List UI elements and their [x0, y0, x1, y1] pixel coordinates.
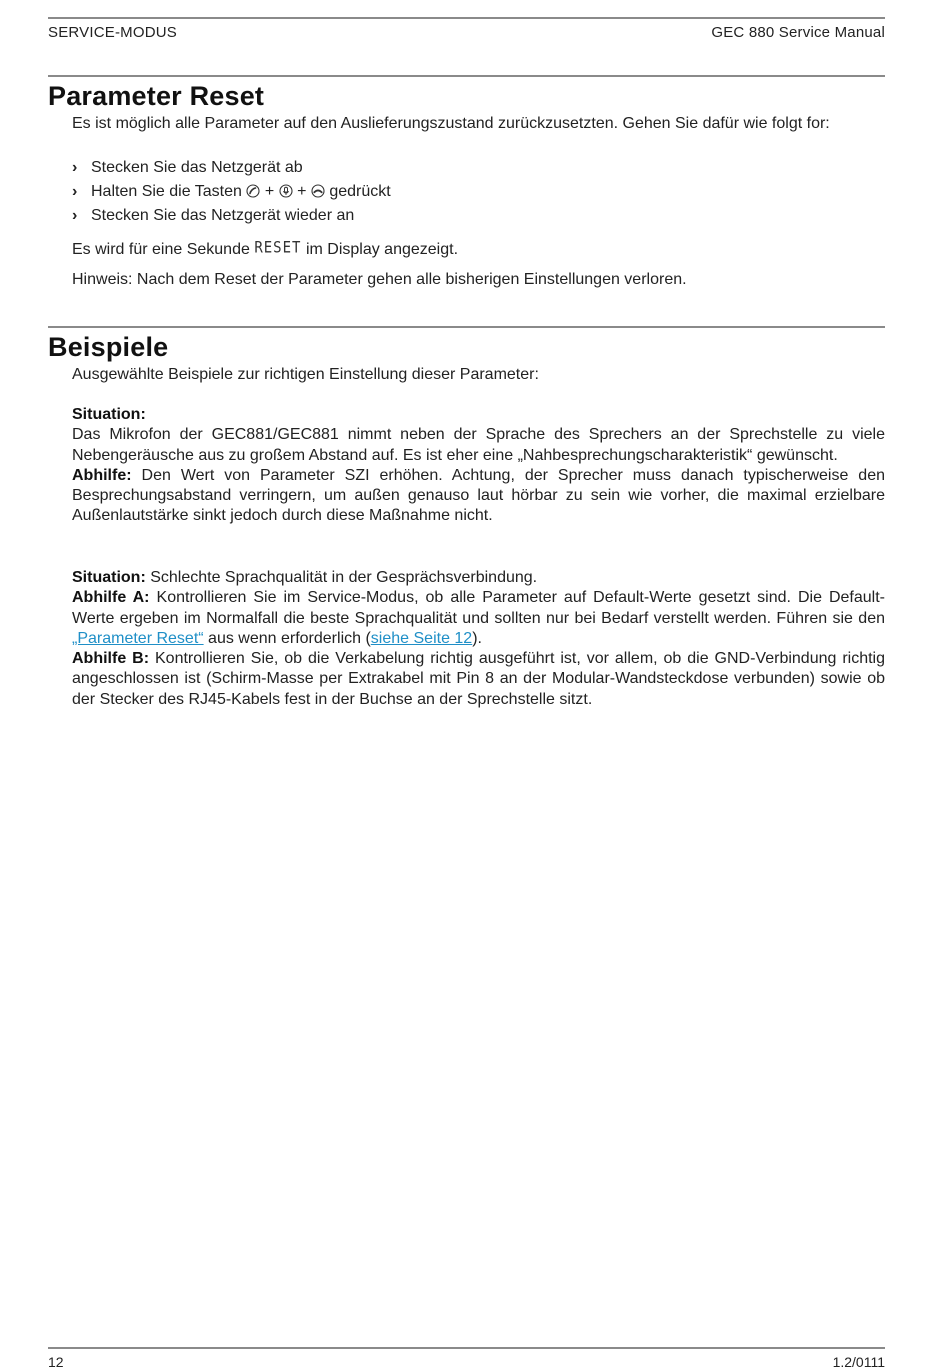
remedy-text: Den Wert von Parameter SZI erhöhen. Achtung, der Sprecher muss danach typischerweise den Besprechungsabstand verringern, um außen genauso laut hörbar zu sein wie vorher, die maximal erzielbare Außenlautstärke sinkt jedoch durch diese Maßnahme nicht. [72, 466, 886, 525]
header-manual-title: GEC 880 Service Manual [711, 24, 885, 41]
plus-sign: + [297, 183, 307, 200]
example-1 [72, 405, 885, 527]
page-footer [48, 1354, 885, 1370]
situation-label: Situation: [72, 569, 146, 586]
bottom-rule [48, 1347, 885, 1349]
remedy-b-text: Kontrollieren Sie, ob die Verkabelung richtig ausgeführt ist, vor allem, ob die GND-Verbindung richtig angeschlossen ist (Schirm-Masse per Extrakabel mit Pin 8 an der Modular-Wandsteckdose verbunden) sowie ob der Stecker des RJ45-Kabels fest in der Buchse an der Sprechstelle sitzt. [72, 650, 886, 708]
situation-text: Schlechte Sprachqualität in der Gesprächsverbindung. [150, 569, 538, 586]
list-item [72, 206, 354, 226]
section-rule [48, 326, 885, 328]
reset-intro: Es ist möglich alle Parameter auf den Auslieferungszustand zurückzusetzten. Gehen Sie dafür wie folgt for: [72, 115, 830, 132]
chevron-right-icon: › [72, 207, 78, 224]
bullet-text: Stecken Sie das Netzgerät wieder an [91, 207, 355, 224]
display-note [72, 238, 885, 260]
list-item [72, 158, 303, 178]
top-rule [48, 17, 885, 19]
remedy-a-text-3: ). [472, 629, 482, 647]
parameter-reset-link[interactable]: „Parameter Reset“ [72, 629, 204, 647]
situation-text: Das Mikrofon der GEC881/GEC881 nimmt neben der Sprache des Sprechers an der Sprechstelle zu viele Nebengeräusche aus zu großem Abstand auf. Es ist eher eine „Nahbesprechungscharakteristik“ gewünscht. [72, 426, 885, 464]
remedy-label: Abhilfe: [72, 466, 132, 484]
examples-intro: Ausgewählte Beispiele zur richtigen Einstellung dieser Parameter: [72, 366, 539, 383]
hangup-icon [311, 184, 325, 204]
chevron-right-icon: › [72, 183, 78, 200]
list-item [72, 182, 391, 204]
bullet-text: Stecken Sie das Netzgerät ab [91, 159, 303, 176]
bullet-text: Halten Sie die Tasten [91, 183, 242, 200]
plus-sign: + [264, 183, 275, 200]
lcd-reset-display: RESET [254, 238, 302, 258]
section-title-beispiele: Beispiele [48, 332, 169, 362]
phone-pickup-icon [246, 184, 260, 204]
section-title-parameter-reset: Parameter Reset [48, 81, 265, 111]
section-rule [48, 75, 885, 77]
remedy-a-text-2: aus wenn erforderlich ( [208, 629, 371, 647]
bullet-text: gedrückt [329, 183, 391, 200]
display-note-post: im Display angezeigt. [305, 241, 459, 258]
microphone-icon [279, 184, 293, 204]
header-section-label: SERVICE-MODUS [48, 24, 178, 41]
remedy-a-text: Kontrollieren Sie im Service-Modus, ob alle Parameter auf Default-Werte gesetzt sind. Die Default-Werte ergeben im Normalfall die beste Sprachqualität und sollten nur bei Bedarf verstellt werden. Führen sie den [72, 589, 886, 627]
display-note-pre: Es wird für eine Sekunde [72, 241, 250, 258]
remedy-b-label: Abhilfe B: [72, 650, 150, 668]
reset-warning-note: Hinweis: Nach dem Reset der Parameter gehen alle bisherigen Einstellungen verloren. [72, 271, 687, 288]
chevron-right-icon: › [72, 159, 78, 176]
page-reference-link[interactable]: siehe Seite 12 [370, 629, 473, 647]
document-version: 1.2/0111 [832, 1354, 885, 1370]
page-header [48, 24, 885, 41]
page-number: 12 [48, 1354, 64, 1370]
remedy-a-label: Abhilfe A: [72, 589, 150, 607]
example-2 [72, 568, 885, 710]
situation-label: Situation: [72, 406, 146, 423]
